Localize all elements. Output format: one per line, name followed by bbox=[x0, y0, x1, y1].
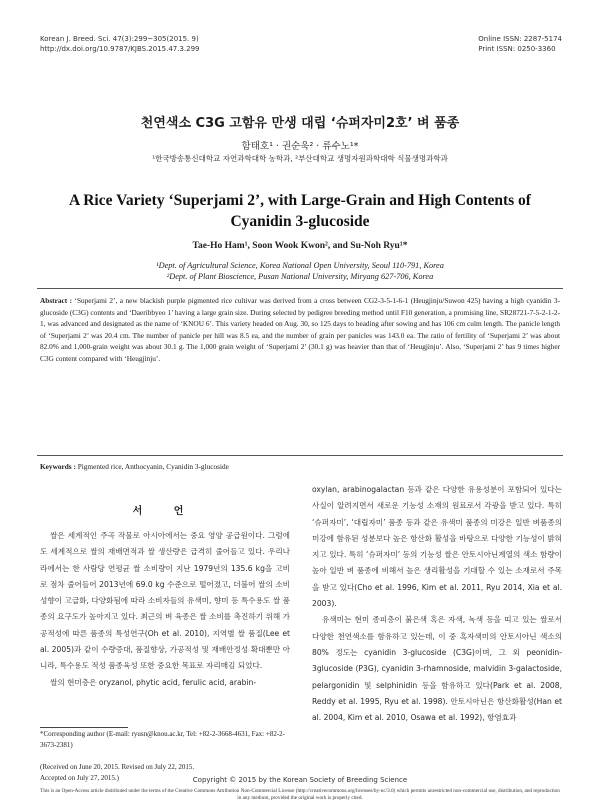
korean-affiliations: ¹한국방송통신대학교 자연과학대학 농학과, ²부산대학교 생명자원과학대학 식물생명과학과 bbox=[152, 154, 448, 163]
issn-header bbox=[478, 34, 562, 54]
affiliation-2: ²Dept. of Plant Bioscience, Pusan National University, Miryang 627-706, Korea bbox=[166, 272, 434, 281]
keywords-text: Pigmented rice, Anthocyanin, Cyanidin 3-glucoside bbox=[77, 462, 229, 471]
abstract bbox=[40, 295, 560, 365]
body-paragraph: 쌀은 세계적인 주곡 작물로 아시아에서는 중요 영양 공급원이다. 그럼에도 세계적으로 쌀의 재배면적과 쌀 생산량은 급격히 줄어들고 있다. 우리나라에서는 한 사람당 연평균 쌀 소비량이 지난 1979년의 135.6 kg을 고비로 점차 줄어들어 2013년에 69.0 kg 수준으로 떨어졌고, 더불어 쌀의 소비성향이 고급화, 다양화됨에 따라 소비자들의 유색미, 향미 등 특수용도 쌀 품종의 요구도가 높아지고 있다. 최근의 벼 육종은 쌀 소비를 촉진하기 위해 가공적성에 따른 품종의 특성연구(Oh et al. 2010), 지역별 쌀 품질(Lee et al. 2005)과 같이 수량증대, 품질향상, 가공적성 및 재배안정성 확대뿐만 아니라, 특수용도 적성 품종육성 또한 중요한 목표로 자리매김 되었다. bbox=[40, 531, 290, 671]
correspondence-note: *Corresponding author (E-mail: ryusn@knou.ac.kr, Tel: +82-2-3668-4631, Fax: +82-2-3673-2381) bbox=[40, 730, 285, 749]
abstract-label: Abstract : bbox=[40, 296, 73, 305]
korean-title: 천연색소 C3G 고함유 만생 대립 ‘슈퍼자미2호’ 벼 품종 bbox=[140, 116, 460, 131]
section-heading: 서 언 bbox=[132, 506, 198, 517]
body-left-column bbox=[40, 528, 290, 691]
body-paragraph: 유색미는 현미 종피층이 붉은색 혹은 자색, 녹색 등을 띠고 있는 쌀로서 다양한 천연색소를 함유하고 있는데, 이 중 흑자색미의 안토시아닌 색소의 80% 정도는 cyanidin 3-glucoside (C3G)이며, 그 외 peonidin-3glucoside (P3G), cyanidin 3-rhamnoside, malvidin 3-galactoside, pelargonidin 및 selphinidin 등을 함유하고 있다(Park et al. 2008, Reddy et al. 1995, Ryu et al. 1998). 안토시아닌은 항산화활성(Han et al. 2004, Kim et al. 2010, Osawa et al. 1992), 항염효과 bbox=[312, 615, 562, 723]
body-paragraph: oxylan, arabinogalactan 등과 같은 다양한 유용성분이 포함되어 있다는 사실이 알려지면서 새로운 기능성 소재의 원료로서 각광을 받고 있다. 특히 ‘슈퍼자미’, ‘대립자미’ 품종 등과 같은 유색미 품종의 미강은 일반 벼품종의 미강에 함유된 성분보다 높은 항산화 활성을 바탕으로 다양한 기능성이 밝혀지고 있다. 특히 ‘슈퍼자미’ 등의 기능성 쌀은 안토시아닌계열의 색소 함량이 높아 일반 벼 품종에 비해서 높은 생리활성을 기대할 수 있는 소재로서 주목을 받고 있다(Cho et al. 1996, Kim et al. 2011, Ryu 2014, Xia et al. 2003). bbox=[312, 485, 562, 609]
doi-link[interactable]: http://dx.doi.org/10.9787/KJBS.2015.47.3.299 bbox=[40, 45, 200, 53]
body-paragraph: 쌀의 현미층은 oryzanol, phytic acid, ferulic acid, arabin- bbox=[50, 677, 257, 687]
english-title: A Rice Variety ‘Superjami 2’, with Large-Grain and High Contents of Cyanidin 3-glucoside bbox=[69, 192, 531, 230]
online-issn: Online ISSN: 2287-5174 bbox=[478, 35, 562, 43]
korean-authors: 함태호¹ · 권순욱² · 류수노¹* bbox=[241, 141, 359, 152]
keywords-label: Keywords : bbox=[40, 462, 76, 471]
footnote-divider bbox=[40, 727, 128, 728]
copyright-line: Copyright © 2015 by the Korean Society of Breeding Science bbox=[192, 776, 408, 784]
license-text: This is an Open-Access article distributed under the terms of the Creative Commons Attribution Non-Commercial License (http://creativecommons.org/licenses/by-nc/3.0) which permits unrestricted non-commercial use, distribution, and reproduction in any medium, provided the original work is properly cited. bbox=[40, 788, 560, 801]
abstract-text: ‘Superjami 2’, a new blackish purple pigmented rice cultivar was derived from a cross between CG2-3-5-1-6-1 (Heugjinju/Suwon 425) having a high cyanidin 3-glucoside (C3G) contents and ‘Daeribbyeo 1’ having a large grain size. During selected by pedigree breeding method until F10 generation, a promising line, SR28721-7-5-2-1-2-1, was advanced and designated as the name of ‘KNOU 6’. This variety headed on Aug. 30, so 125 days to heading after sowing and has 106 cm culm length. The panicle length of ‘Superjami 2’ was 20.4 cm. The number of panicle per hill was 8.5 ea, and the number of grain per panicles was 143.0 ea. The ratio of fertility of ‘Superjami 2’ was about 82.0% and 1,000-grain weight was about 30.1 g. The 1,000 grain weight of ‘Superjami 2’ (30.1 g) was heavier than that of ‘Heugjinju’. Also, ‘Superjami 2’ has 9 times higher C3G content compared with ‘Heugjinju’. bbox=[40, 296, 560, 363]
accepted-line: Accepted on July 27, 2015.) bbox=[40, 774, 119, 782]
affiliation-1: ¹Dept. of Agricultural Science, Korea National Open University, Seoul 110-791, Korea bbox=[156, 261, 444, 270]
keywords bbox=[40, 462, 560, 471]
body-right-column bbox=[312, 482, 562, 726]
english-affiliations bbox=[0, 260, 600, 282]
journal-header bbox=[40, 34, 200, 54]
journal-citation: Korean J. Breed. Sci. 47(3):299~305(2015. 9) bbox=[40, 35, 199, 43]
english-authors: Tae-Ho Ham¹, Soon Wook Kwon², and Su-Noh Ryu¹* bbox=[192, 241, 408, 251]
received-line: (Received on June 20, 2015. Revised on July 22, 2015. bbox=[40, 763, 195, 771]
print-issn: Print ISSN: 0250-3360 bbox=[478, 45, 556, 53]
